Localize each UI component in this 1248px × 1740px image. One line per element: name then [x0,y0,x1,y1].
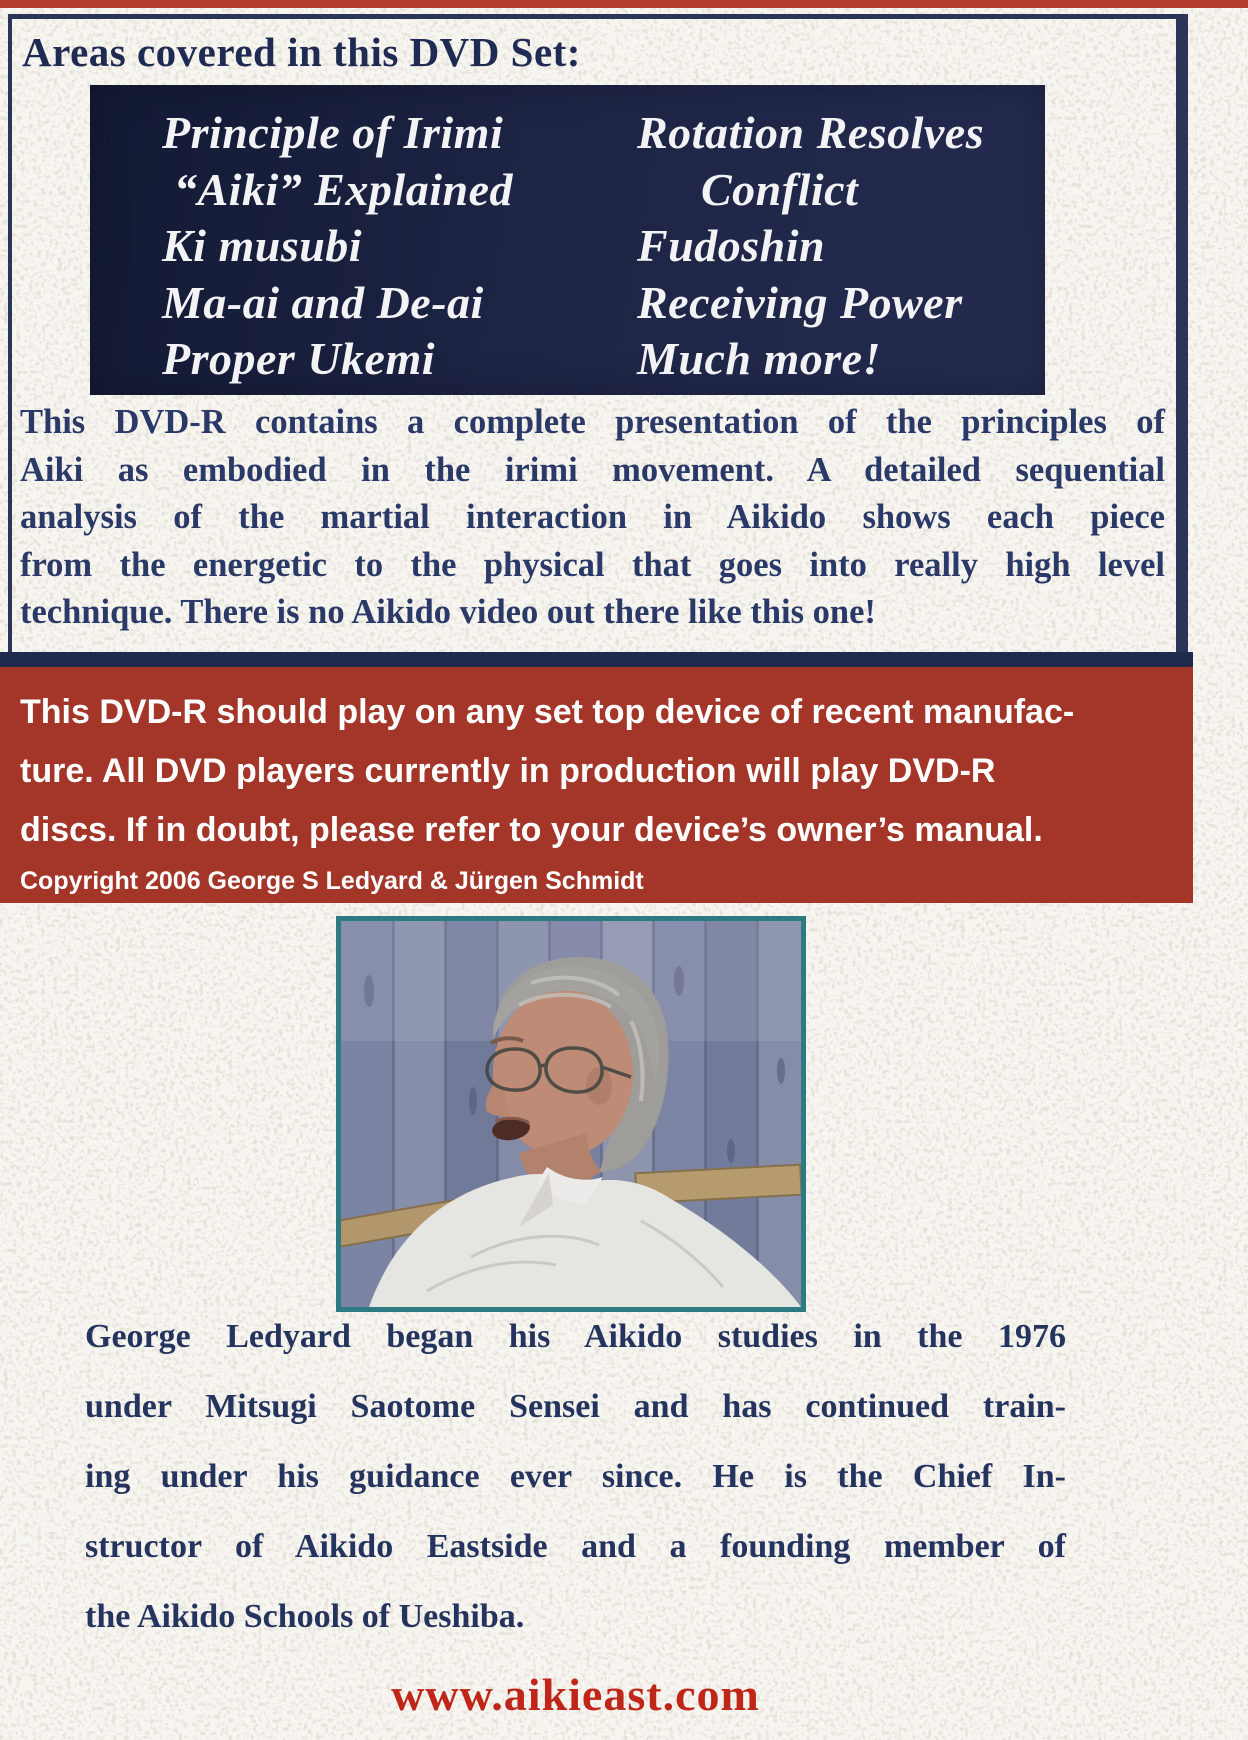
topic-item: Ki musubi [162,220,363,271]
description-line: analysis of the martial interaction in Aikido shows each piece [20,498,1165,536]
topic-item: Ma-ai and De-ai [162,276,484,328]
bio-paragraph [85,1302,1066,1652]
banner-navy-divider [0,652,1193,667]
topic-item: Rotation Resolves [637,107,985,158]
banner-line: discs. If in doubt, please refer to your device’s owner’s manual. [20,811,1043,849]
banner-line: ture. All DVD players currently in production will play DVD-R [20,752,996,790]
top-red-strip [0,0,1248,8]
topic-item: Proper Ukemi [162,333,436,384]
website-url: www.aikieast.com [391,1669,760,1720]
copyright-text: Copyright 2006 George S Ledyard & Jürgen Schmidt [20,867,644,895]
topic-item: Receiving Power [637,276,963,328]
description-line: This DVD-R contains a complete presentation of the principles of [20,403,1165,441]
instructor-figure [341,921,801,1307]
description-line: from the energetic to the physical that goes into really high level [20,545,1165,584]
description-paragraph [20,399,1165,637]
compatibility-banner [0,667,1193,903]
topic-item: Conflict [701,163,859,215]
portrait-photo-art [341,921,801,1307]
bio-line: the Aikido Schools of Ueshiba. [85,1598,525,1635]
bio-line: George Ledyard began his Aikido studies in the 1976 [85,1318,1066,1355]
topic-item: Principle of Irimi [162,107,504,158]
topics-panel [90,85,1045,395]
banner-line: This DVD-R should play on any set top device of recent manufac- [20,693,1075,731]
topics-column-right [637,105,984,388]
instructor-portrait-photo [336,916,806,1312]
topic-item: Much more! [637,333,881,384]
bio-line: ing under his guidance ever since. He is the Chief In- [85,1458,1066,1495]
bio-line: structor of Aikido Eastside and a founding member of [85,1528,1066,1565]
bio-line: under Mitsugi Saotome Sensei and has continued train- [85,1388,1066,1425]
description-line: technique. There is no Aikido video out there like this one! [20,593,876,631]
topics-column-left [162,105,513,388]
description-line: Aiki as embodied in the irimi movement. A detailed sequential [20,450,1165,489]
page-title: Areas covered in this DVD Set: [22,29,581,75]
topic-item: “Aiki” Explained [174,163,513,215]
topic-item: Fudoshin [637,220,826,271]
